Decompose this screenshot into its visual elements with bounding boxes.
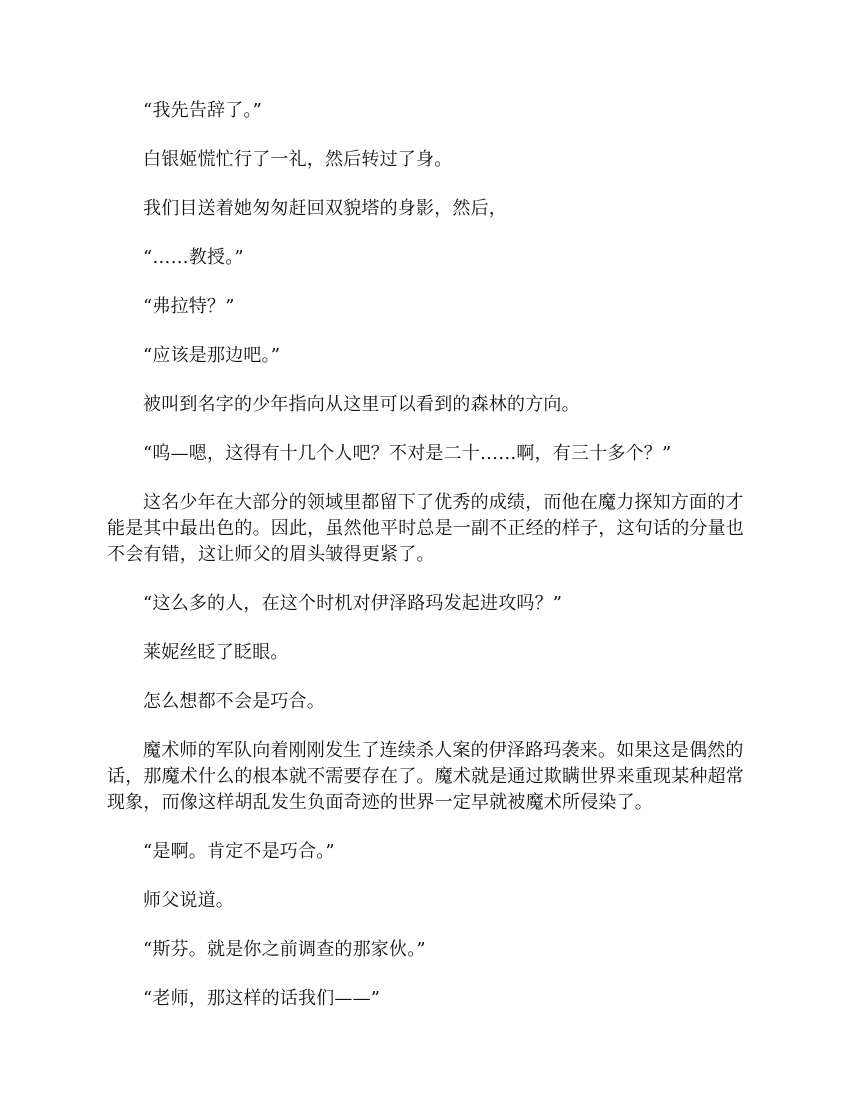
paragraph: “是啊。肯定不是巧合。” <box>143 841 335 862</box>
paragraph: “我先告辞了。” <box>143 100 263 121</box>
paragraph: “应该是那边吧。” <box>143 345 281 366</box>
paragraph: “弗拉特？” <box>143 296 235 317</box>
paragraph: 被叫到名字的少年指向从这里可以看到的森林的方向。 <box>143 394 580 415</box>
paragraph: “……教授。” <box>143 247 244 268</box>
paragraph: “这么多的人，在这个时机对伊泽路玛发起进攻吗？” <box>143 593 563 614</box>
paragraph: 我们目送着她匆匆赶回双貌塔的身影，然后， <box>143 198 507 219</box>
paragraph: “斯芬。就是你之前调查的那家伙。” <box>143 939 426 960</box>
paragraph: 魔术师的军队向着刚刚发生了连续杀人案的伊泽路玛袭来。如果这是偶然的话，那魔术什么的根本就不需要存在了。魔术就是通过欺瞒世界来重现某种超常现象，而像这样胡乱发生负面奇迹的世界一定早就被魔术所侵染了。 <box>107 740 744 813</box>
paragraph: 怎么想都不会是巧合。 <box>143 691 325 712</box>
paragraph: 这名少年在大部分的领域里都留下了优秀的成绩，而他在魔力探知方面的才能是其中最出色的。因此，虽然他平时总是一副不正经的样子，这句话的分量也不会有错，这让师父的眉头皱得更紧了。 <box>107 492 744 565</box>
paragraph: “老师，那这样的话我们——” <box>143 988 381 1009</box>
paragraph: 白银姬慌忙行了一礼，然后转过了身。 <box>143 149 453 170</box>
paragraph: “呜—嗯，这得有十几个人吧？不对是二十……啊，有三十多个？” <box>143 443 672 464</box>
paragraph: 莱妮丝眨了眨眼。 <box>143 642 289 663</box>
paragraph: 师父说道。 <box>143 890 234 911</box>
